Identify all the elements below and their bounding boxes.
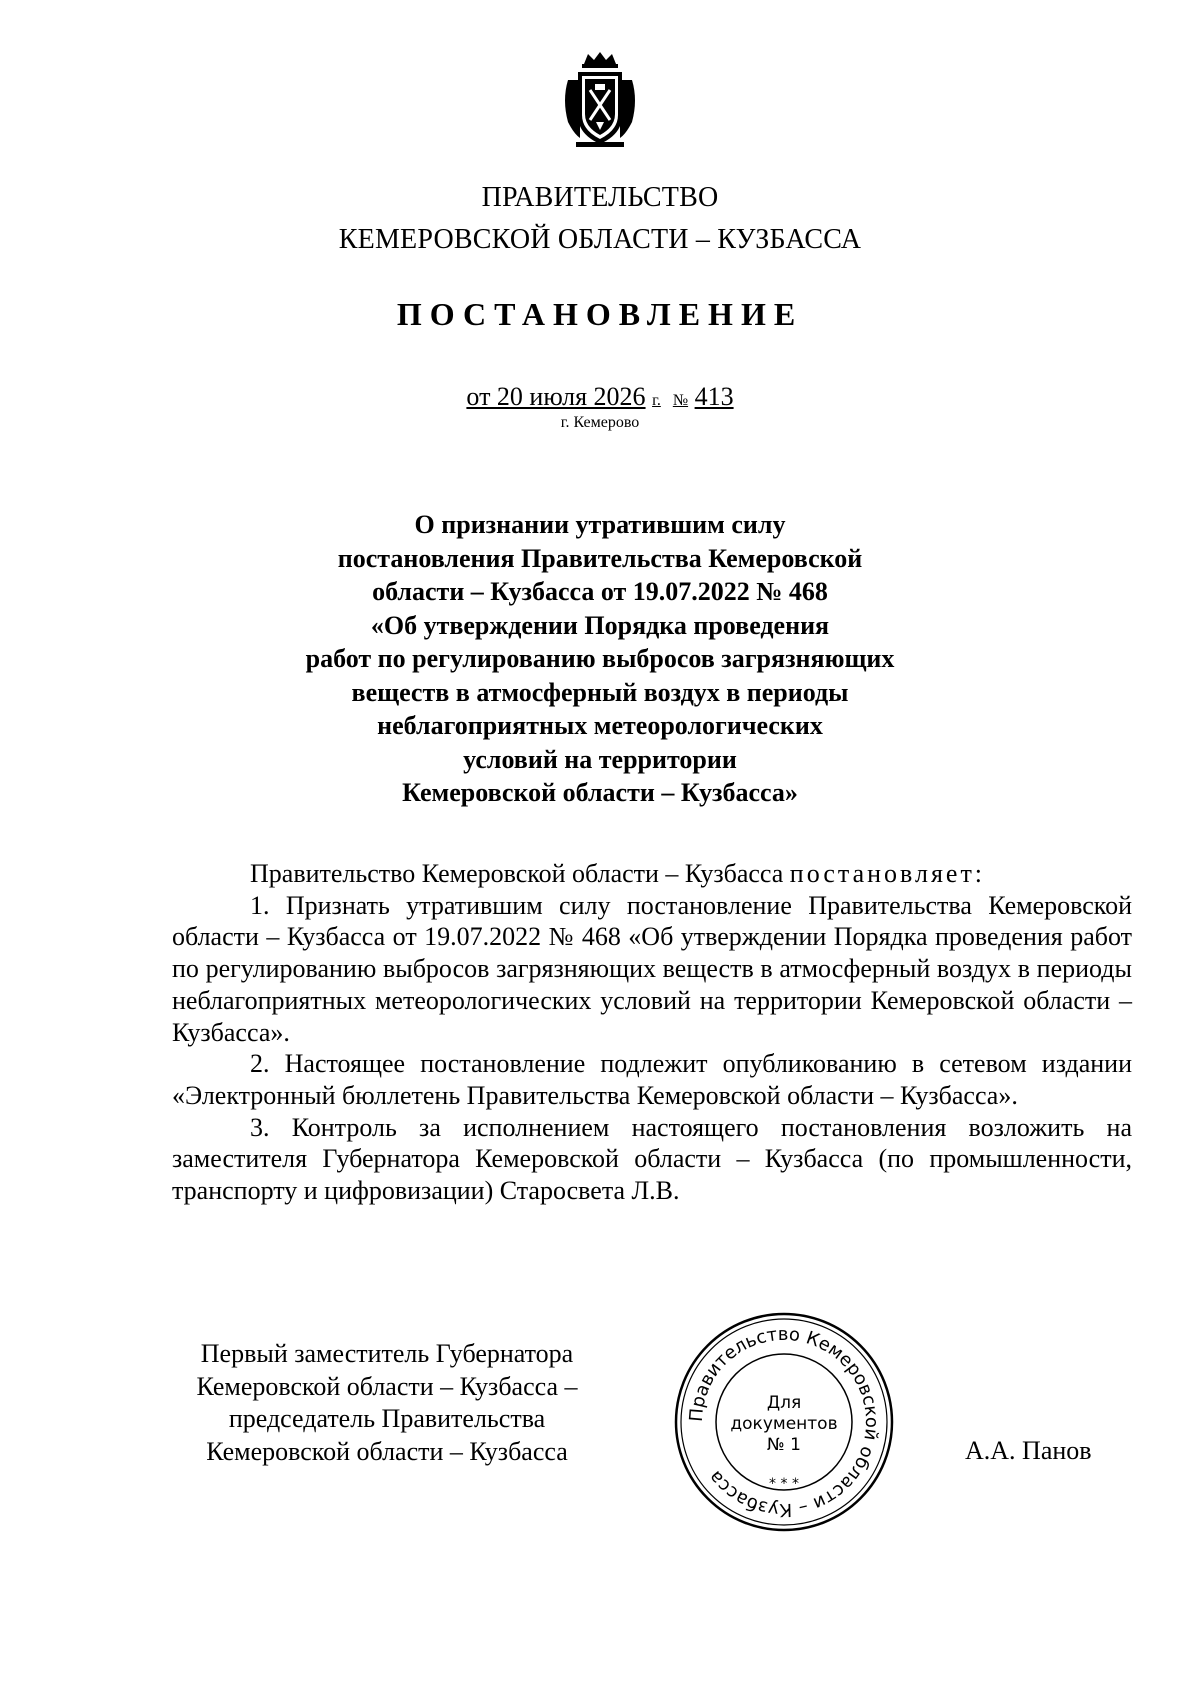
signer-position-line: Кемеровской области – Кузбасса bbox=[206, 1436, 568, 1466]
document-number: 413 bbox=[694, 382, 734, 411]
signer-position-line: председатель Правительства bbox=[228, 1404, 546, 1433]
seal-stars: * * * bbox=[769, 1476, 799, 1492]
subject-line: работ по регулированию выбросов загрязняющих bbox=[305, 644, 895, 673]
document-type-title: ПОСТАНОВЛЕНИЕ bbox=[396, 296, 804, 332]
subject-line: условий на территории bbox=[463, 744, 737, 774]
body-item-1: 1. Признать утратившим силу постановление Правительства Кемеровской области – Кузбасса от 19.07.2022 № 468 «Об утверждении Порядка проведения работ по регулированию выбросов загрязняющих веществ в атмосферный воздух в периоды неблагоприятных метеорологических условий на территории Кемеровской области – Кузбасса». bbox=[172, 890, 1132, 1047]
seal-center-line3: № 1 bbox=[767, 1435, 801, 1455]
government-name-line2: КЕМЕРОВСКОЙ ОБЛАСТИ – КУЗБАССА bbox=[338, 224, 862, 255]
coat-of-arms-emblem bbox=[560, 50, 640, 150]
seal-center-line2: документов bbox=[730, 1414, 838, 1434]
signer-position-line: Кемеровской области – Кузбасса – bbox=[196, 1371, 578, 1401]
year-suffix: г. bbox=[652, 392, 661, 409]
subject-line: Кемеровской области – Кузбасса» bbox=[402, 778, 798, 807]
subject-line: области – Кузбасса от 19.07.2022 № 468 bbox=[372, 577, 828, 606]
body-intro bbox=[172, 858, 1132, 890]
official-seal-stamp bbox=[672, 1310, 896, 1534]
body-item-3: 3. Контроль за исполнением настоящего постановления возложить на заместителя Губернатора Кемеровской области – Кузбасса (по промышленности, транспорту и цифровизации) Старосвета Л.В. bbox=[172, 1112, 1132, 1206]
number-sign: № bbox=[672, 392, 689, 409]
signer-position bbox=[172, 1338, 602, 1468]
subject-line: постановления Правительства Кемеровской bbox=[337, 543, 863, 573]
intro-resolves: постановляет: bbox=[789, 859, 986, 888]
subject-line: веществ в атмосферный воздух в периоды bbox=[351, 677, 849, 707]
document-subject bbox=[300, 508, 900, 810]
date-number-line bbox=[0, 382, 1200, 412]
subject-line: О признании утратившим силу bbox=[414, 510, 786, 539]
body-item-2: 2. Настоящее постановление подлежит опубликованию в сетевом издании «Электронный бюллетень Правительства Кемеровской области – Кузбасса». bbox=[172, 1049, 1132, 1110]
signer-name: А.А. Панов bbox=[965, 1436, 1092, 1465]
subject-line: неблагоприятных метеорологических bbox=[377, 711, 823, 740]
seal-ring-text: Правительство Кемеровской области – Кузбасса bbox=[685, 1323, 883, 1521]
subject-line: «Об утверждении Порядка проведения bbox=[370, 610, 830, 640]
government-name-line1: ПРАВИТЕЛЬСТВО bbox=[481, 182, 719, 213]
seal-center-line1: Для bbox=[766, 1393, 802, 1413]
signer-position-line: Первый заместитель Губернатора bbox=[200, 1339, 574, 1368]
document-body bbox=[172, 858, 1132, 1207]
intro-text: Правительство Кемеровской области – Кузбасса bbox=[250, 859, 784, 888]
document-city: г. Кемерово bbox=[560, 414, 640, 431]
document-date: от 20 июля 2026 bbox=[466, 382, 646, 411]
